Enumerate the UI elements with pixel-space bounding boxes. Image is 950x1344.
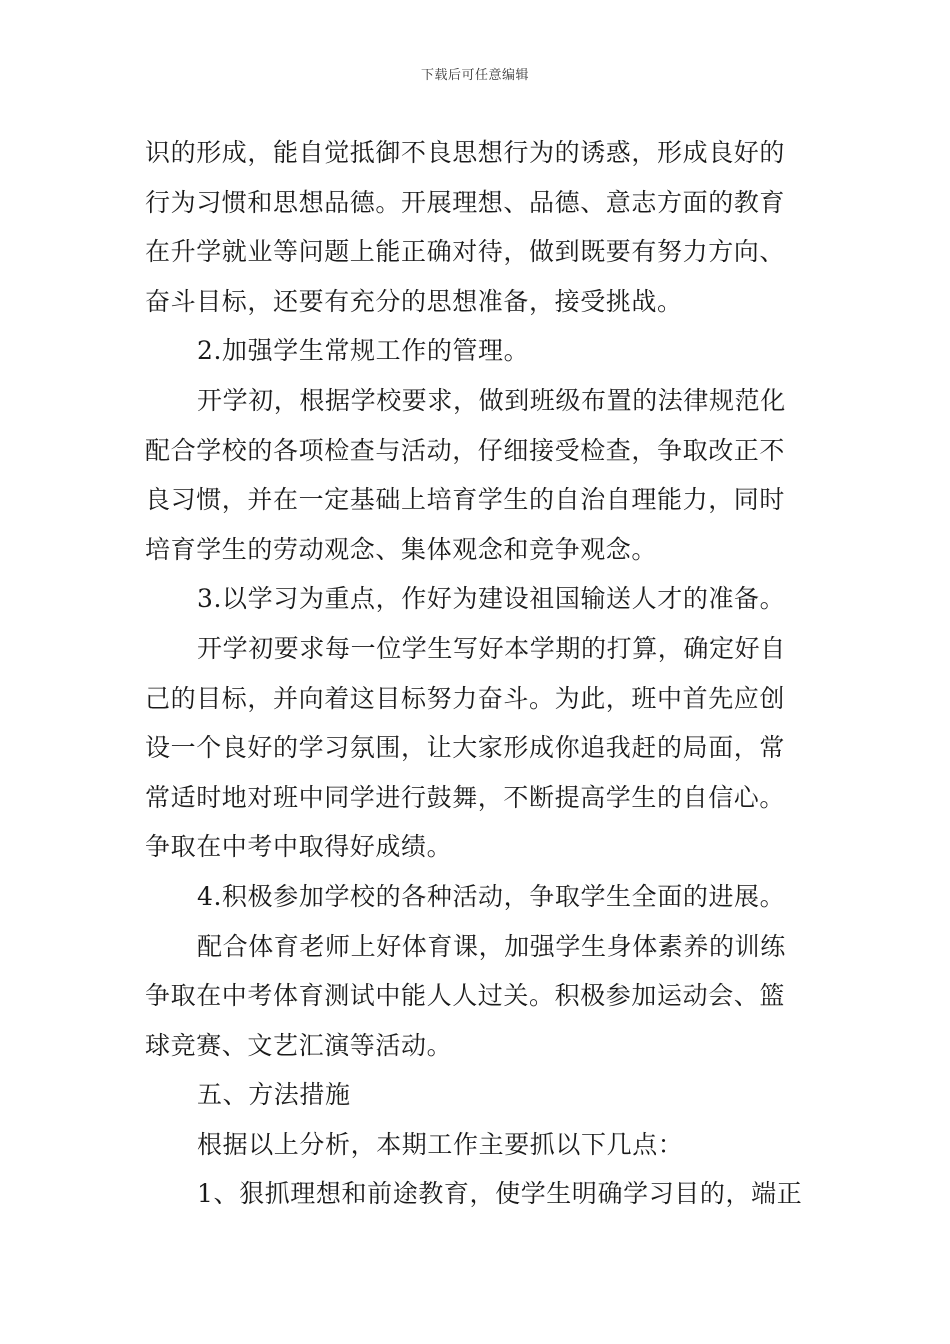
text-line: 根据以上分析，本期工作主要抓以下几点：: [197, 1129, 684, 1159]
text-line: 行为习惯和思想品德。开展理想、品德、意志方面的教育: [145, 187, 786, 217]
text-line: 己的目标，并向着这目标努力奋斗。为此，班中首先应创: [145, 683, 786, 713]
text-line: 争取在中考中取得好成绩。: [145, 832, 453, 862]
text-line: 培育学生的劳动观念、集体观念和竞争观念。: [145, 534, 658, 564]
text-line: 开学初，根据学校要求，做到班级布置的法律规范化: [197, 385, 786, 415]
text-line: 争取在中考体育测试中能人人过关。积极参加运动会、篮: [145, 981, 786, 1011]
section-heading: 2.加强学生常规工作的管理。: [197, 336, 530, 366]
text-line: 配合学校的各项检查与活动，仔细接受检查，争取改正不: [145, 435, 786, 465]
section-heading: 3.以学习为重点，作好为建设祖国输送人才的准备。: [197, 584, 786, 614]
text-line: 设一个良好的学习氛围，让大家形成你追我赶的局面，常: [145, 733, 786, 763]
body-text: [145, 128, 810, 1219]
section-heading: 4.积极参加学校的各种活动，争取学生全面的进展。: [197, 881, 786, 911]
text-line: 1、狠抓理想和前途教育，使学生明确学习目的，端正: [197, 1179, 803, 1209]
text-line: 开学初要求每一位学生写好本学期的打算，确定好自: [197, 633, 786, 663]
text-line: 配合体育老师上好体育课，加强学生身体素养的训练: [197, 931, 786, 961]
text-line: 奋斗目标，还要有充分的思想准备，接受挑战。: [145, 286, 683, 316]
text-line: 常适时地对班中同学进行鼓舞，不断提高学生的自信心。: [145, 782, 786, 812]
page-header: 下载后可任意编辑: [420, 68, 529, 83]
section-heading: 五、方法措施: [197, 1080, 351, 1110]
text-line: 良习惯，并在一定基础上培育学生的自治自理能力，同时: [145, 485, 786, 515]
text-line: 识的形成，能自觉抵御不良思想行为的诱惑，形成良好的: [145, 138, 786, 167]
text-line: 在升学就业等问题上能正确对待，做到既要有努力方向、: [145, 237, 786, 267]
text-line: 球竞赛、文艺汇演等活动。: [145, 1030, 453, 1060]
